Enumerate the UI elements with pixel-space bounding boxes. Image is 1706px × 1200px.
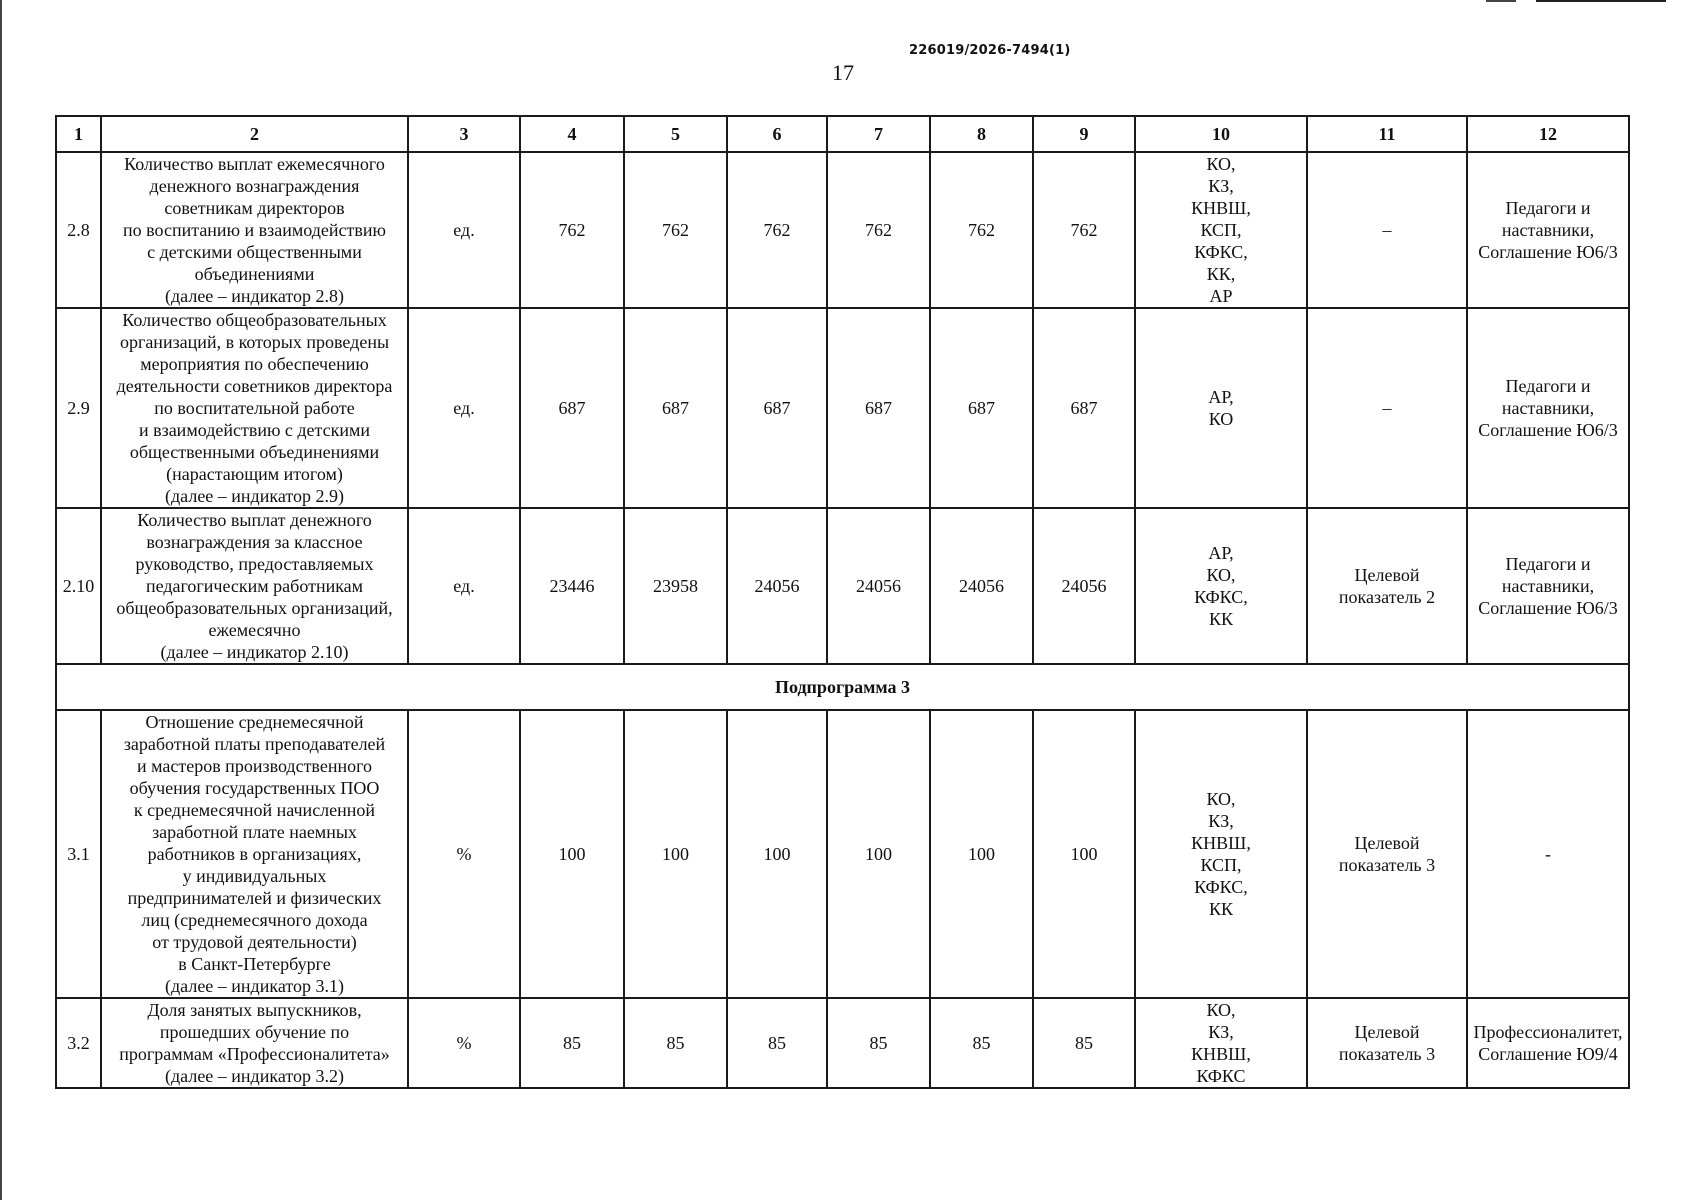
value-cell: 762	[520, 152, 624, 308]
row-number: 3.1	[56, 710, 101, 998]
value-cell: 24056	[827, 508, 930, 664]
row-number: 2.10	[56, 508, 101, 664]
value-cell: 85	[930, 998, 1033, 1088]
value-cell: 24056	[1033, 508, 1135, 664]
row-number: 3.2	[56, 998, 101, 1088]
table-header-row	[56, 116, 1629, 152]
column-header: 8	[930, 116, 1033, 152]
value-cell: 100	[1033, 710, 1135, 998]
target-indicator-cell: Целевой показатель 2	[1307, 508, 1467, 664]
column-header: 6	[727, 116, 827, 152]
table-row	[56, 998, 1629, 1088]
executors-cell: АР, КО	[1135, 308, 1307, 508]
value-cell: 687	[520, 308, 624, 508]
indicators-table	[55, 115, 1630, 1089]
indicator-name: Доля занятых выпускников, прошедших обучение по программам «Профессионалитета» (далее – индикатор 3.2)	[101, 998, 408, 1088]
column-header: 3	[408, 116, 520, 152]
value-cell: 23446	[520, 508, 624, 664]
top-scan-line	[1536, 0, 1666, 2]
value-cell: 85	[1033, 998, 1135, 1088]
value-cell: 85	[727, 998, 827, 1088]
page-left-edge	[0, 0, 2, 1200]
value-cell: 687	[827, 308, 930, 508]
unit-of-measure: ед.	[408, 152, 520, 308]
value-cell: 85	[827, 998, 930, 1088]
row-number: 2.9	[56, 308, 101, 508]
value-cell: 762	[727, 152, 827, 308]
value-cell: 23958	[624, 508, 727, 664]
column-header: 7	[827, 116, 930, 152]
value-cell: 100	[727, 710, 827, 998]
indicator-name: Отношение среднемесячной заработной платы преподавателей и мастеров производственного обучения государственных ПОО к среднемесячной начисленной заработной плате наемных работников в организациях, у индивидуальных предпринимателей и физических лиц (среднемесячного дохода от трудовой деятельности) в Санкт-Петербурге (далее – индикатор 3.1)	[101, 710, 408, 998]
value-cell: 24056	[727, 508, 827, 664]
value-cell: 687	[624, 308, 727, 508]
table-row	[56, 152, 1629, 308]
value-cell: 100	[930, 710, 1033, 998]
value-cell: 85	[624, 998, 727, 1088]
document-code: 226019/2026-7494(1)	[909, 43, 1071, 58]
source-cell: -	[1467, 710, 1629, 998]
value-cell: 100	[520, 710, 624, 998]
unit-of-measure: %	[408, 998, 520, 1088]
indicator-name: Количество выплат ежемесячного денежного вознаграждения советникам директоров по воспитанию и взаимодействию с детскими общественными объединениями (далее – индикатор 2.8)	[101, 152, 408, 308]
page-number: 17	[832, 60, 854, 85]
indicator-name: Количество выплат денежного вознаграждения за классное руководство, предоставляемых педагогическим работникам общеобразовательных организаций, ежемесячно (далее – индикатор 2.10)	[101, 508, 408, 664]
indicator-name: Количество общеобразовательных организаций, в которых проведены мероприятия по обеспечению деятельности советников директора по воспитательной работе и взаимодействию с детскими общественными объединениями (нарастающим итогом) (далее – индикатор 2.9)	[101, 308, 408, 508]
value-cell: 100	[827, 710, 930, 998]
section-row	[56, 664, 1629, 710]
table-row	[56, 710, 1629, 998]
column-header: 2	[101, 116, 408, 152]
column-header: 1	[56, 116, 101, 152]
executors-cell: КО, КЗ, КНВШ, КСП, КФКС, КК	[1135, 710, 1307, 998]
value-cell: 85	[520, 998, 624, 1088]
column-header: 4	[520, 116, 624, 152]
section-title: Подпрограмма 3	[56, 664, 1629, 710]
table-row	[56, 308, 1629, 508]
unit-of-measure: ед.	[408, 308, 520, 508]
unit-of-measure: %	[408, 710, 520, 998]
value-cell: 762	[1033, 152, 1135, 308]
value-cell: 687	[930, 308, 1033, 508]
value-cell: 762	[827, 152, 930, 308]
value-cell: 762	[624, 152, 727, 308]
column-header: 11	[1307, 116, 1467, 152]
column-header: 9	[1033, 116, 1135, 152]
top-scan-mark	[1486, 0, 1516, 2]
target-indicator-cell: –	[1307, 152, 1467, 308]
table-row	[56, 508, 1629, 664]
value-cell: 687	[1033, 308, 1135, 508]
row-number: 2.8	[56, 152, 101, 308]
value-cell: 100	[624, 710, 727, 998]
column-header: 5	[624, 116, 727, 152]
value-cell: 687	[727, 308, 827, 508]
source-cell: Педагоги и наставники, Соглашение Ю6/3	[1467, 508, 1629, 664]
target-indicator-cell: –	[1307, 308, 1467, 508]
value-cell: 762	[930, 152, 1033, 308]
target-indicator-cell: Целевой показатель 3	[1307, 710, 1467, 998]
executors-cell: КО, КЗ, КНВШ, КСП, КФКС, КК, АР	[1135, 152, 1307, 308]
source-cell: Педагоги и наставники, Соглашение Ю6/3	[1467, 308, 1629, 508]
target-indicator-cell: Целевой показатель 3	[1307, 998, 1467, 1088]
executors-cell: АР, КО, КФКС, КК	[1135, 508, 1307, 664]
source-cell: Педагоги и наставники, Соглашение Ю6/3	[1467, 152, 1629, 308]
column-header: 10	[1135, 116, 1307, 152]
column-header: 12	[1467, 116, 1629, 152]
source-cell: Профессионалитет, Соглашение Ю9/4	[1467, 998, 1629, 1088]
unit-of-measure: ед.	[408, 508, 520, 664]
executors-cell: КО, КЗ, КНВШ, КФКС	[1135, 998, 1307, 1088]
value-cell: 24056	[930, 508, 1033, 664]
